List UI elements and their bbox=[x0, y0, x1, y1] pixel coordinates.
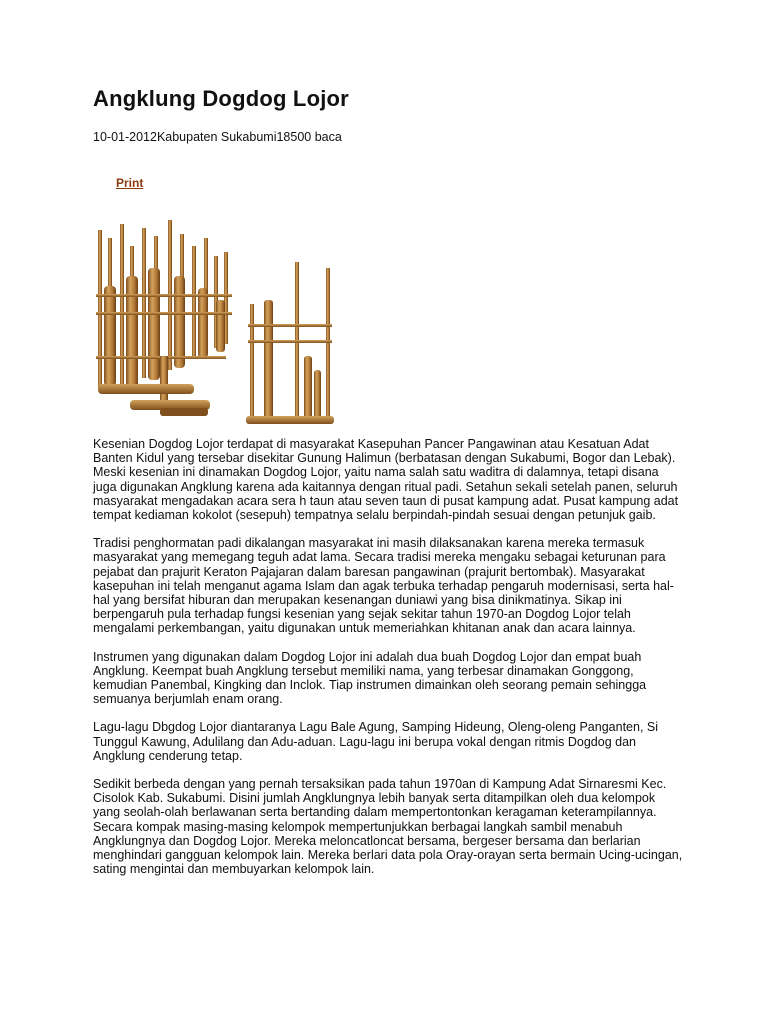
article-body bbox=[93, 437, 683, 890]
article-paragraph: Instrumen yang digunakan dalam Dogdog Lojor ini adalah dua buah Dogdog Lojor dan empat buah Angklung. Keempat buah Angklung tersebut memiliki nama, yang terbesar dinamakan Gonggong, kemudian Panembal, Kingking dan Inclok. Tiap instrumen dimainkan oleh seorang pemain sehingga semuanya berjumlah enam orang. bbox=[93, 649, 647, 707]
page-title: Angklung Dogdog Lojor bbox=[93, 86, 349, 111]
article-paragraph: Lagu-lagu Dbgdog Lojor diantaranya Lagu Bale Agung, Samping Hideung, Oleng-oleng Panganten, Si Tunggul Kawung, Adulilang dan Adu-aduan. Lagu-lagu ini berupa vokal dengan ritmis Dogdog dan Angklung cenderung tetap. bbox=[93, 720, 659, 763]
angklung-instruments-photo bbox=[90, 216, 340, 431]
print-link[interactable]: Print bbox=[116, 176, 144, 190]
article-meta: 10-01-2012Kabupaten Sukabumi18500 baca bbox=[93, 130, 342, 144]
article-paragraph: Tradisi penghormatan padi dikalangan masyarakat ini masih dilaksanakan karena mereka termasuk masyarakat yang memegang teguh adat lama. Secara tradisi mereka mengaku sebagai keturunan para pejabat dan prajurit Keraton Pajajaran dalam baresan pangawinan (prajurit bertombak). Masyarakat kasepuhan ini telah menganut agama Islam dan agak terbuka terhadap pengaruh modernisasi, serta hal-hal yang bersifat hiburan dan merupakan kesenangan duniawi yang bisa dinikmatinya. Sikap ini berpengaruh pula terhadap fungsi kesenian yang sejak sekitar tahun 1970-an Dogdog Lojor telah mengalami perkembangan, yaitu digunakan untuk memeriahkan khitanan anak dan acara lainnya. bbox=[93, 536, 674, 636]
article-paragraph: Sedikit berbeda dengan yang pernah tersaksikan pada tahun 1970an di Kampung Adat Sirnaresmi Kec. Cisolok Kab. Sukabumi. Disini jumlah Angklungnya lebih banyak serta ditampilkan oleh dua kelompok yang seolah-olah berlawanan serta bertanding dalam mempertontonkan keragaman keterampilannya. Secara kompak masing-masing kelompok mempertunjukkan berbagai langkah sambil menabuh Angklungnya dan Dogdog Lojor. Mereka meloncatloncat bersama, bergeser bersama dan berlarian menghindari gangguan kelompok lain. Mereka berlari data pola Oray-orayan serta bermain Ucing-ucingan, sating mengintai dan membuyarkan kelompok lain. bbox=[93, 777, 683, 877]
article-paragraph: Kesenian Dogdog Lojor terdapat di masyarakat Kasepuhan Pancer Pangawinan atau Kesatuan Adat Banten Kidul yang tersebar disekitar Gunung Halimun (berbatasan dengan Sukabumi, Bogor dan Lebak). Meski kesenian ini dinamakan Dogdog Lojor, yaitu nama salah satu waditra di dalamnya, tetapi disana juga digunakan Angklung karena ada kaitannya dengan ritual padi. Setahun sekali setelah panen, seluruh masyarakat mengadakan acara sera h taun atau seven taun di pusat kampung adat. Pusat kampung adat tempat kediaman kokolot (sesepuh) tempatnya selalu berpindah-pindah sesuai dengan petunjuk gaib. bbox=[93, 437, 679, 523]
angklung-frame bbox=[246, 262, 334, 424]
angklung-rack bbox=[96, 220, 232, 416]
